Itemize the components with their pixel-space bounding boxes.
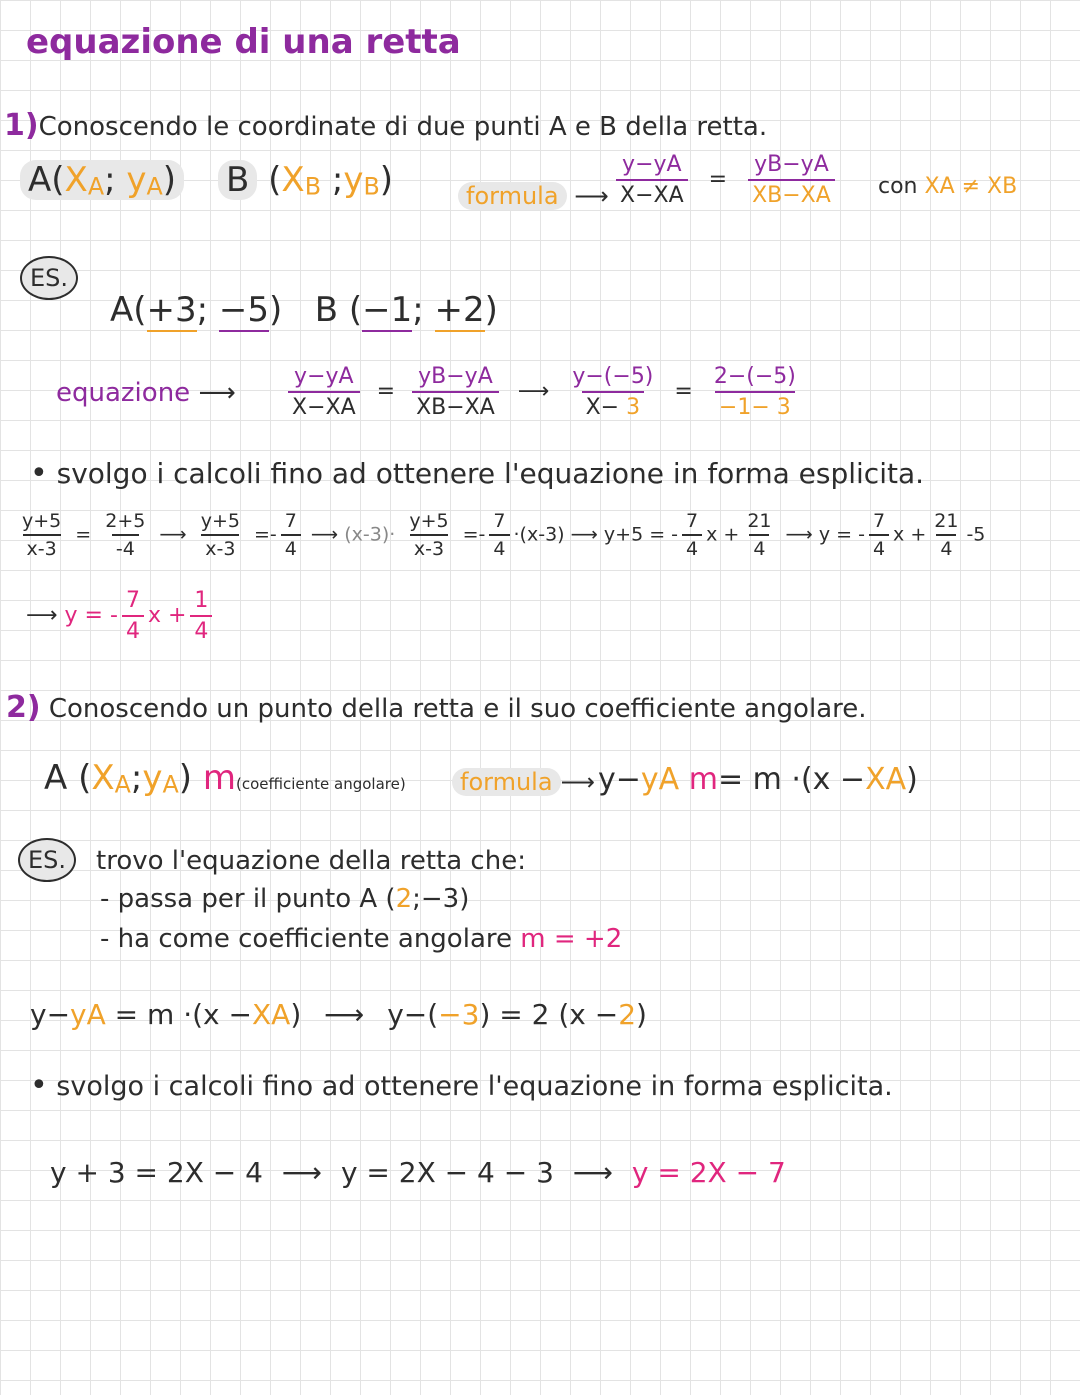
section-1-heading — [4, 108, 767, 143]
formula-1-rhs: $\frac{yB-yA}{XB-XA}$ — [748, 152, 835, 208]
example-1-formula: $\frac{y-yA}{X-XA}$ = $\frac{yB-yA}{XB-XA}$ ⟶ $\frac{y-(-5)}{X- 3}$ = $\frac{2-(-5)}{-1- 3}$ — [284, 364, 804, 420]
example-2-badge: ES. — [18, 838, 76, 882]
section-2-number: 2) — [6, 690, 41, 725]
section-2-heading — [6, 690, 867, 725]
point-a-generic-2: A (XA;yA) m(coefficiente angolare) — [44, 758, 406, 799]
example-2-line2: - passa per il punto A (2;−3) — [100, 884, 470, 914]
point-b-generic: B (XB ;yB) — [218, 160, 393, 201]
example-2-line1: trovo l'equazione della retta che: — [96, 846, 526, 876]
formula-label-1: formula ⟶ — [458, 182, 609, 210]
formula-2: y−yA m= m ·(x −XA) — [598, 762, 918, 797]
formula-1-lhs: $\frac{y-yA}{X-XA}$ — [616, 152, 688, 208]
example-2-formula: y−yA = m ·(x −XA) ⟶ y−(−3) = 2 (x −2) — [30, 998, 647, 1031]
example-2-line3: - ha come coefficiente angolare m = +2 — [100, 924, 623, 954]
section-1-text: Conoscendo le coordinate di due punti A e B della retta. — [38, 112, 768, 142]
example-1-result: ⟶ y = - $\frac{7}{4}$ x + $\frac{1}{4}$ — [26, 588, 216, 644]
example-2-final: y + 3 = 2X − 4 ⟶ y = 2X − 4 − 3 ⟶ y = 2X − 7 — [50, 1156, 786, 1189]
example-1-points: A(+3; −5) B (−1; +2) — [110, 290, 498, 330]
condition: con XA ≠ XB — [878, 174, 1018, 199]
equation-label: equazione ⟶ — [56, 378, 236, 408]
formula-label-2: formula ⟶ — [452, 768, 595, 796]
page-title: equazione di una retta — [26, 22, 461, 62]
section-1-number: 1) — [4, 108, 39, 143]
example-1-note: • svolgo i calcoli fino ad ottenere l'equazione in forma esplicita. — [30, 456, 925, 491]
example-2-note: • svolgo i calcoli fino ad ottenere l'equazione in forma esplicita. — [30, 1068, 893, 1103]
example-1-badge: ES. — [20, 256, 78, 300]
formula-1: $\frac{y-yA}{X-XA}$ = $\frac{yB-yA}{XB-XA}$ — [612, 152, 839, 208]
section-2-text: Conoscendo un punto della retta e il suo coefficiente angolare. — [48, 694, 867, 724]
point-a-generic: A(XA; yA) — [20, 160, 184, 201]
example-1-steps: $\frac{y+5}{x-3}$ = $\frac{2+5}{-4}$ ⟶ $\frac{y+5}{x-3}$ =- $\frac{7}{4}$ ⟶ (x-3)· $\frac{y+5}{x-3}$ =- $\frac{7}{4}$ ·(x-3) ⟶ y+5 = - $\frac{7}{4}$ x + $\frac{21}{4}$ ⟶ y = - $\frac{7}{4}$ x + $\frac{21}{4}$ -5 — [22, 510, 986, 560]
